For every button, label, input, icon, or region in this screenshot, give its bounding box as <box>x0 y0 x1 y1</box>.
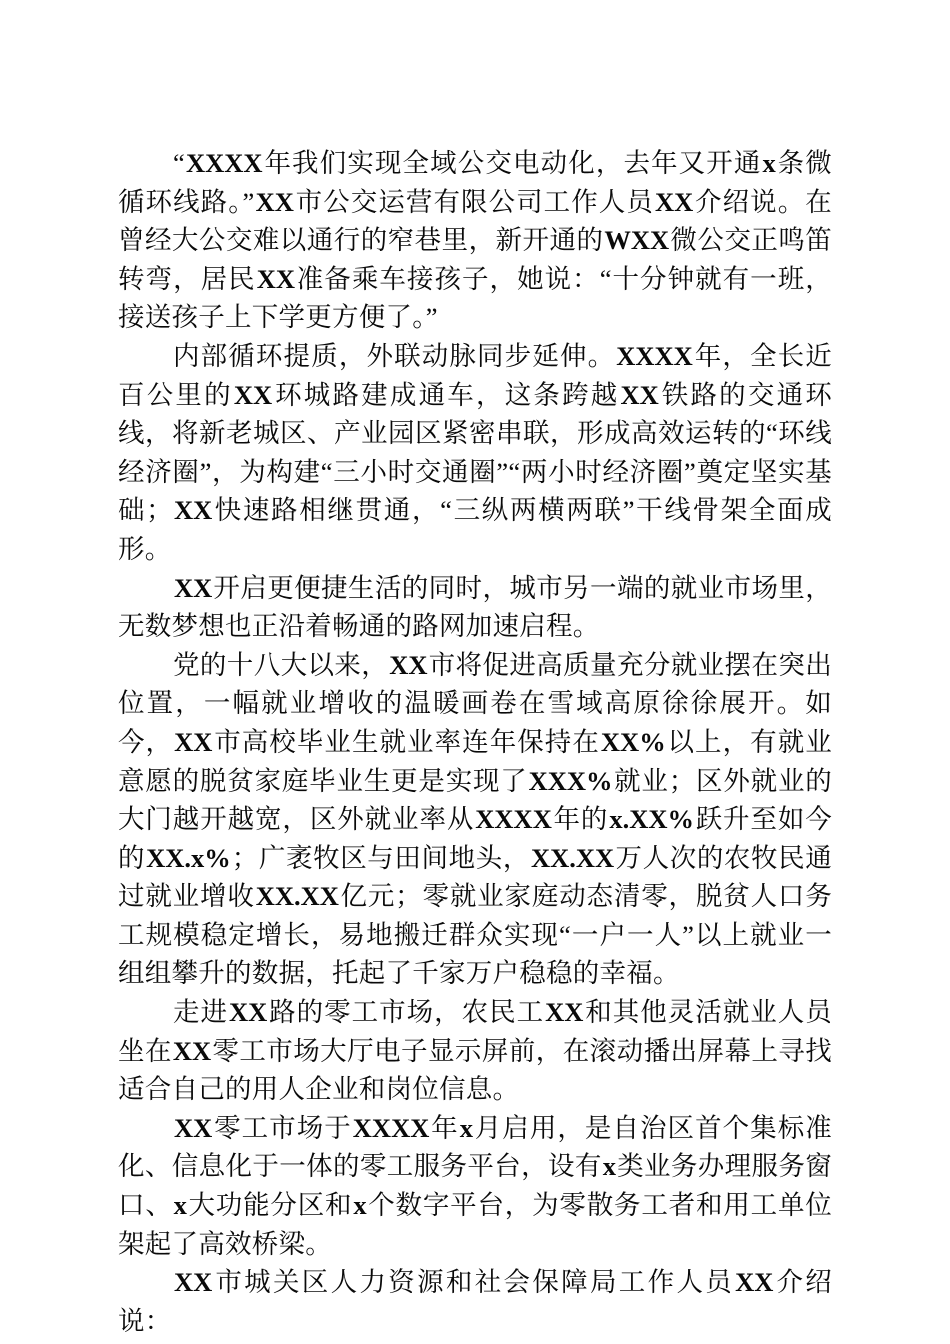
latin-run: XX <box>389 649 428 680</box>
latin-run: XX <box>233 379 273 410</box>
latin-run: XX <box>173 495 213 526</box>
latin-run: XX <box>172 1035 212 1066</box>
latin-run: x <box>173 1190 187 1221</box>
latin-run: XX.XX <box>255 881 339 912</box>
latin-run: XXXX <box>352 1112 430 1143</box>
latin-run: x <box>602 1151 616 1182</box>
latin-run: XX.x% <box>146 842 231 873</box>
paragraph-2: 内部循环提质，外联动脉同步延伸。XXXX年，全长近百公里的XX环城路建成通车，这条跨越XX铁路的交通环线，将新老城区、产业园区紧密串联，形成高效运转的“环线经济圈”，为构建“三小时交通圈”“两小时经济圈”奠定坚实基础；XX快速路相继贯通，“三纵两横两联”干线骨架全面成形。 <box>118 340 833 564</box>
paragraph-4: 党的十八大以来，XX市将促进高质量充分就业摆在突出位置，一幅就业增收的温暖画卷在雪域高原徐徐展开。如今，XX市高校毕业生就业率连年保持在XX%以上，有就业意愿的脱贫家庭毕业生更是实现了XXX%就业；区外就业的大门越开越宽，区外就业率从XXXX年的x.XX%跃升至如今的XX.x%；广袤牧区与田间地头，XX.XX万人次的农牧民通过就业增收XX.XX亿元；零就业家庭动态清零，脱贫人口务工规模稳定增长，易地搬迁群众实现“一户一人”以上就业一组组攀升的数据，托起了千家万户稳稳的幸福。 <box>118 649 833 989</box>
latin-run: XX <box>620 379 659 410</box>
latin-run: XX% <box>600 726 666 757</box>
paragraph-3: XX开启更便捷生活的同时，城市另一端的就业市场里，无数梦想也正沿着畅通的路网加速启程。 <box>118 572 832 642</box>
latin-run: x <box>353 1190 367 1221</box>
latin-run: XX.XX <box>530 842 615 873</box>
latin-run: XX <box>174 572 213 603</box>
latin-run: XXXX <box>186 148 263 178</box>
latin-run: XXXX <box>616 340 693 371</box>
latin-run: XX <box>255 186 294 217</box>
latin-run: XX <box>174 1112 213 1143</box>
document-body <box>118 144 832 1340</box>
latin-run: XX <box>654 186 694 217</box>
latin-run: XXXX <box>475 804 552 835</box>
latin-run: XX <box>545 997 584 1028</box>
paragraph-7: XX市城关区人力资源和社会保障局工作人员XX介绍说： <box>118 1267 833 1336</box>
latin-run: XX <box>174 1267 213 1298</box>
latin-run: XX <box>256 263 295 294</box>
latin-run: XX <box>735 1267 774 1298</box>
latin-run: XX <box>229 997 268 1028</box>
paragraph-1: “XXXX年我们实现全域公交电动化，去年又开通x条微循环线路。”XX市公交运营有限公司工作人员XX介绍说。在曾经大公交难以通行的窄巷里，新开通的WXX微公交正鸣笛转弯，居民XX准备乘车接孩子，她说：“十分钟就有一班，接送孩子上下学更方便了。” <box>118 148 833 333</box>
latin-run: x.XX% <box>609 804 694 835</box>
paragraph-6: XX零工市场于XXXX年x月启用，是自治区首个集标准化、信息化于一体的零工服务平台，设有x类业务办理服务窗口、x大功能分区和x个数字平台，为零散务工者和用工单位架起了高效桥梁。 <box>118 1112 833 1259</box>
latin-run: x <box>762 148 776 178</box>
paragraph-5: 走进XX路的零工市场，农民工XX和其他灵活就业人员坐在XX零工市场大厅电子显示屏前，在滚动播出屏幕上寻找适合自己的用人企业和岗位信息。 <box>118 997 833 1105</box>
latin-run: XXX% <box>528 765 613 796</box>
latin-run: x <box>459 1112 473 1143</box>
latin-run: WXX <box>604 225 670 256</box>
latin-run: XX <box>174 726 213 757</box>
